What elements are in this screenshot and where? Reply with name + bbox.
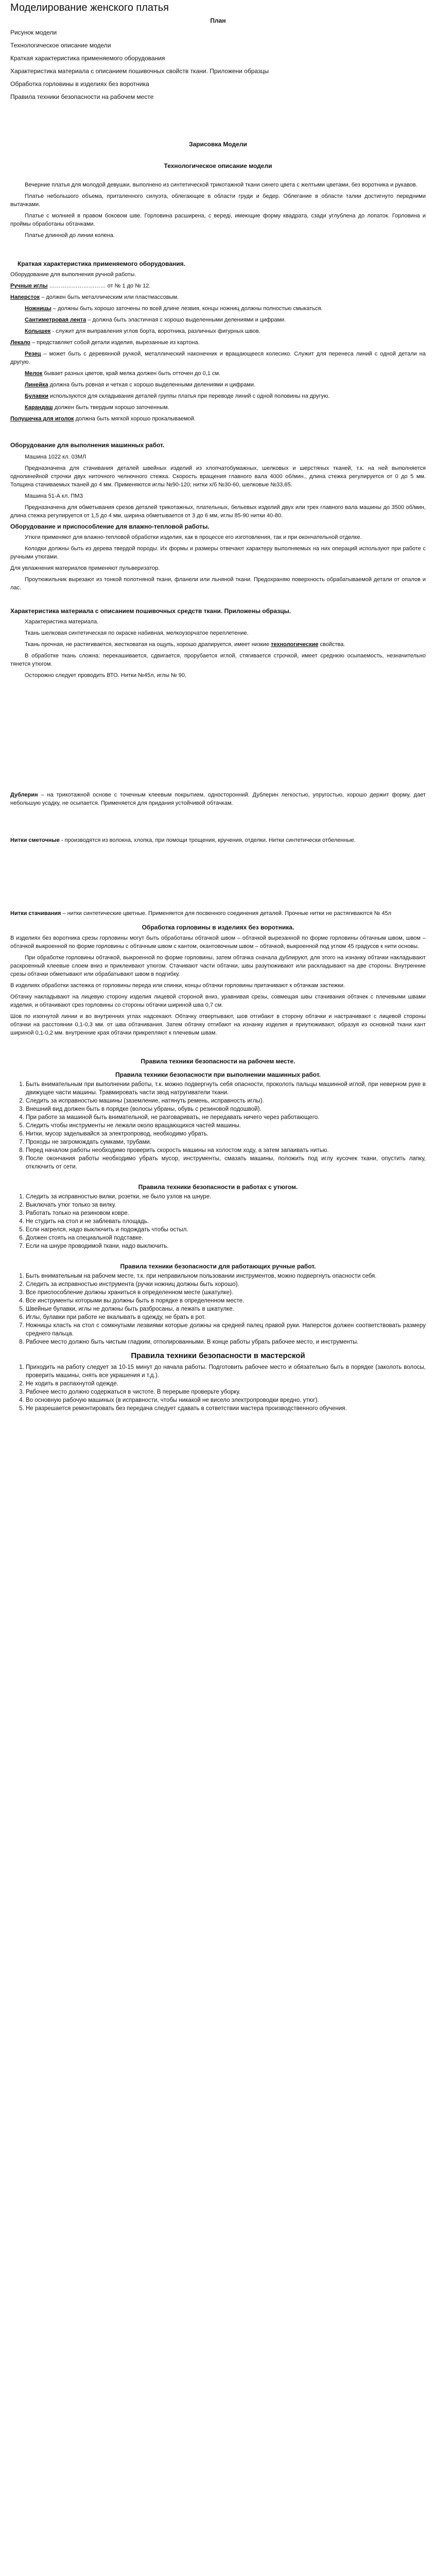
tech-description-paragraph: Вечерние платья для молодой девушки, выполнено из синтетической трикотажной ткани синего цвета с желтыми цветами, без воротника и рукавов.	[25, 182, 417, 188]
plan-item: Характеристика материала с описанием пошивочных свойств ткани. Приложени образцы	[10, 67, 269, 75]
document-title: Моделирование женского платья	[10, 2, 169, 13]
neckline-paragraph: В изделиях обработки застежка от горловины переда или спинки, концы обтачки горловины притачивают к обтачкам застежки.	[10, 982, 345, 989]
tech-description-paragraph: Платье с молнией в правом боковом шве. Горловина расширена, с вередi, имеющие форму квадрата, сзади углублена до лопаток. Горловина и проймы обработаны обтачками.	[10, 213, 426, 227]
material-paragraph: Осторожно следует проводить ВТО. Нитки №45л, иглы № 90.	[25, 672, 187, 679]
neckline-paragraph: Шов по изогнутой линии и во внутренних углах надсекают. Обтачку отвертывают, шов отгибают в сторону обтачки и настрачивают с лицевой стороны обтачки на расстоянии 0,1-0,3 мм. от шва обтачивания. Затем обтачку отгибают на изнанку изделия и приутюживают, образуя из основной ткани кант шириной 0,1-0,2 мм. внутренние края обтачки прикрепляют к плечевым швам.	[10, 1013, 426, 1036]
plan-item: Обработка горловины в изделиях без воротника	[10, 80, 149, 88]
list-item: 7. Проходы не загромождать сумками, трубами.	[26, 1138, 426, 1146]
equipment-needles: Ручные иглы ………………………… от № 1 до № 12.	[10, 283, 151, 289]
wet-heat-paragraph: Колодки должны быть из дерева твердой породы. Их формы и размеры отвечают характеру выполняемых на них операций используют при работе с ручными утюгами.	[10, 546, 426, 560]
material-heading: Характеристика материала с описанием пошивочных средств ткани. Приложены образцы.	[10, 607, 291, 615]
list-item: 3. Работать только на резиновом коврe.	[26, 1209, 426, 1217]
safety-workshop-heading: Правила техники безопасности в мастерской	[131, 1351, 305, 1360]
equipment-chalk: Мелок бывает разных цветов, край мелка должен быть отточен до 0,1 см.	[25, 370, 221, 377]
material-paragraph: В обработке ткань сложна: перекашивается, сдвигается, прорубается иглой, стягивается строчкой, имеет среднюю осыпаемость, незначительно тянется утюгом.	[10, 653, 426, 667]
list-item: 1. Быть внимательным на рабочем месте, т.к. при неправильном пользовании инструментов, можно подвергнуть опасности себя.	[26, 1272, 426, 1280]
sketch-heading: Зарисовка Модели	[189, 141, 247, 148]
list-item: 6. Иглы, булавки при работе не вкалывать в одежду, не брать в рот.	[26, 1313, 426, 1321]
machine-paragraph: Предназначена для обметывания срезов деталей трикотажных, плательных, бельевых изделий двух или трех главного вала машины до 3500 об/мин, длина стежка регулируется от 1,5 до 4 мм, ширина обметывается от 3 до 6 мм, иглы 85-90 нитки 40-80.	[10, 504, 426, 519]
neckline-heading: Обработка горловины в изделиях без воротника.	[142, 924, 294, 931]
list-item: 1. Быть внимательным при выполнении работы, т.к. можно подвергнуть себя опасности, проколоть пальцы машинной иглой, при неверном руке в движущее части машины. Травмировать части звод натругиватели ткани.	[26, 1080, 426, 1097]
list-item: 4. Все инструменты которыми вы должны быть в порядке в определенном месте.	[26, 1297, 426, 1305]
list-item: 6. Должен стоять на специальной подставке.	[26, 1234, 426, 1242]
list-item: 2. Выключать утюг только за вилку.	[26, 1201, 426, 1209]
tech-description-heading: Технологическое описание модели	[164, 162, 272, 170]
list-item: 5. Не разрешается ремонтировать без передача следует сдавать в сответствии мастера производственного обучения.	[26, 1404, 426, 1413]
list-item: 8. Рабочее место должно быть чистым гладким, отполированными. В конце работы убрать рабочее место, и инструменты.	[26, 1338, 426, 1346]
material-paragraph: Ткань шелковая синтетическая по окраске набивная, мелкоузорчатое переплетение.	[25, 630, 249, 636]
list-item: 4. Не студить на стол и не заблевать площадь.	[26, 1217, 426, 1226]
equipment-thimble: Наперсток – должен быть металлическим или пластмассовым.	[10, 294, 179, 300]
equipment-scissors: Ножницы – должны быть хорошо заточены по всей длине лезвия, концы ножниц должны полностью смыкаться.	[25, 306, 323, 312]
list-item: 3. Все приспособление должны храниться в определенном месте (шкатулке).	[26, 1289, 426, 1297]
wet-heat-paragraph: Проутюжильник вырезают из тонкой полотняной ткани, фланели или льняной ткани. Предохраняю поверхность обрабатываемой детали от опалов и лас.	[10, 577, 426, 591]
list-item: 2. Следить за исправностью машины (заземление, натянуть ремень, исправность иглы).	[26, 1097, 426, 1105]
safety-heading: Правила техники безопасности на рабочем месте.	[141, 1058, 295, 1065]
tech-description-paragraph: Платье небольшого объема, приталенного силуэта, облегающее в области груди и бедер. Облегание в области талии достигнуто передними вытачками.	[10, 193, 426, 208]
equipment-template: Колышек - служит для выправления углов борта, воротника, различных фигурных швов.	[25, 328, 260, 334]
safety-machine-heading: Правила техники безопасности при выполнении машинных работ.	[115, 1071, 321, 1078]
equipment-tape: Сантиметровая лента – должна быть эластичная с хорошо выделенными делениями и цифрами.	[25, 317, 286, 323]
list-item: 7. Если на шнуре проводимой ткани, надо выключить.	[26, 1242, 426, 1250]
equipment-needle-cushion: Полушечка для иголок должна быть мягкой хорошо прокалываемой.	[10, 416, 196, 422]
equipment-pattern: Лекало – представляет собой детали изделия, вырезанные из картона.	[10, 340, 200, 346]
plan-heading: План	[210, 17, 226, 24]
equipment-paragraph: Оборудование для выполнения ручной работы.	[10, 272, 136, 278]
list-item: 1. Следить за исправностью вилки, розетки, не было узлов на шнуре.	[26, 1193, 426, 1201]
plan-item: Правила техники безопасности на рабочем месте	[10, 93, 154, 100]
machine-equipment-heading: Оборудование для выполнения машинных работ.	[10, 442, 165, 449]
safety-hand-heading: Правила техники безопасности для работающих ручные работ.	[120, 1263, 316, 1270]
list-item: 7. Ножницы класть на стол с сомкнутыми лезвиями которые должны на средней палец правой руки. Наперсток должен соответствовать размеру среднего пальца.	[26, 1321, 426, 1338]
safety-machine-list	[10, 1080, 426, 1171]
glossary-basting-thread: Нитки сметочные - производятся из волокна, хлопка, при помощи трощения, кручения, отделки. Нитки синтетически отбеленные.	[10, 837, 356, 843]
equipment-heading: Краткая характеристика применяемого оборудования.	[18, 260, 186, 267]
wet-heat-paragraph: Для увлажнения материалов применяют пульверизатор.	[10, 565, 160, 571]
list-item: 5. Если нагрелся, надо выключить и подождать чтобы остыл.	[26, 1226, 426, 1234]
neckline-paragraph: В изделиях без воротника срезы горловины могут быть обработаны обтачкой швом – обтачкой вырезанной по форме горловины обтачным швом, швом – обтачкой выкроенной по форме горловины с обтачным швом с кантом, окантовочным швом – обтачкой, выкроенной под углом 45 градусов к нити основы.	[10, 935, 426, 950]
machine-name: Машина 51-А кл. ПМЗ	[25, 493, 83, 499]
wet-heat-heading: Оборудование и приспособление для влажно-тепловой работы.	[10, 523, 210, 530]
equipment-ruler: Линейка должна быть ровная и четкая с хорошо выделенными делениями и цифрами.	[25, 382, 256, 388]
safety-hand-list	[10, 1272, 426, 1346]
material-paragraph: Характеристика материала.	[25, 619, 99, 625]
plan-list	[10, 28, 426, 101]
equipment-wheel: Резец – может быть с деревянной ручкой, металлический наконечник и вращающееся колесико. Служит для перенеса линий с одной детали на другую.	[10, 351, 426, 365]
material-paragraph: Ткань прочная, не растягивается, жестковатая на ощупь, хорошо драпируется, имеет низкие технологические свойства.	[25, 641, 345, 648]
list-item: 3. Рабочее место должно содержаться в чистоте. В перерыве проверьте уборку.	[26, 1388, 426, 1396]
safety-workshop-list	[10, 1363, 426, 1413]
plan-item: Технологическое описание модели	[10, 42, 111, 49]
safety-iron-list	[10, 1193, 426, 1250]
glossary-sewing-thread: Нитки стачивания – нитки синтетические цветные. Применяется для посвенного соединения деталей. Прочные нитки не растягиваются № 45л	[10, 910, 392, 917]
plan-item: Рисунок модели	[10, 29, 57, 36]
neckline-paragraph: При обработке горловины обтачкой, выкроенной по форме горловины, затем обтачка сначала дублируют, для этого на изнанку обтачки накладывают раскроенный клеевые слоем вниз и приклеивают утюгом. Стачивают части обтачки, швы разутюживают или раскладывают на две стороны. Внутренние срезы обтачки обметывают или обрабатывают швом в подгибку.	[10, 955, 426, 977]
list-item: 4. Во основную рабочую машиных (в исправности, чтобы никакой не висело электропроводки вредно, утюг).	[26, 1396, 426, 1404]
list-item: 2. Не ходить в распахнутой одежде.	[26, 1380, 426, 1388]
machine-paragraph: Предназначена для стачивания деталей швейных изделий из хлопчатобумажных, шелковых и шерстяных тканей, т.к. на ней выполняется однолинейной строчки двух ниточного челночного стежка. Скорость вращения главного вала 4000 об/мин., длина стежка регулируется от 0 до 5 мм. Толщина стачиваемых тканей до 4 мм. Применяются иглы №90-120; нитки х/б №30-60, шелковые №33,65.	[10, 465, 426, 488]
list-item: 3. Внешний вид должен быть в порядке (волосы убраны, обувь с резиновой подошвой).	[26, 1105, 426, 1113]
list-item: 5. Следить чтобы инструменты не лежали около вращающихся частей машины.	[26, 1122, 426, 1130]
equipment-pencil: Карандаш должен быть твердым хорошо заточенным.	[25, 404, 169, 411]
wet-heat-paragraph: Утюги применяют для влажно-тепловой обработки изделия, как в процессе его изготовления, так и при окончательной отделке.	[25, 534, 362, 540]
list-item: 1. Приходить на работу следует за 10-15 минут до начала работы. Подготовить рабочее место и обязательно быть в порядке (заколоть волосы, проверить машины, снять все украшения и т.д.).	[26, 1363, 426, 1380]
plan-item: Краткая характеристика применяемого оборудования	[10, 55, 165, 62]
list-item: 9. После окончания работы необходимо убрать мусор, инструменты, смазать машины, положить под иглу кусочек ткани, опустить лапку, отключить от сети.	[26, 1155, 426, 1171]
machine-name: Машина 1022 кл. 03МЛ	[25, 454, 86, 460]
safety-iron-heading: Правила техники безопасности в работах с утюгом.	[138, 1183, 298, 1191]
tech-description-paragraph: Платье длинной до линии колена.	[25, 232, 115, 239]
list-item: 8. Перед началом работы необходимо проверить скорость машины на холостом ходу, а затем запаивать нитью.	[26, 1146, 426, 1155]
glossary-dublerin: Дублерин – на трикотажной основе с точечным клеевым покрытием, односторонний. Дублерин легкостью, упругостью, хорошо держит форму, дает небольшую усадку, не осыпается. Применяется для придания устойчивой обтачкам.	[10, 792, 426, 806]
list-item: 6. Нитки, мусор заделывайся за электропровод, необходимо убрать.	[26, 1130, 426, 1138]
equipment-pins: Булавки используются для складывания деталей группы платья при переводе линий с одной половины на другую.	[25, 393, 330, 399]
list-item: 4. При работе за машиной быть внимательной, не разговаривать, не передавать ничего через работающего.	[26, 1113, 426, 1122]
neckline-paragraph: Обтачку накладывают на лицевую сторону изделия лицевой стороной вниз, уравнивая срезы, совмещая швы стачивания обтачек с плечевыми швами изделия, и обтачивают срез горловины со стороны обтачки шириной шва 0,7 см.	[10, 994, 426, 1008]
list-item: 2. Следить за исправностью инструмента (ручки ножниц должны быть хорошо).	[26, 1280, 426, 1289]
list-item: 5. Швейные булавки, иглы не должны быть разбросаны, а лежать в шкатулке.	[26, 1305, 426, 1313]
